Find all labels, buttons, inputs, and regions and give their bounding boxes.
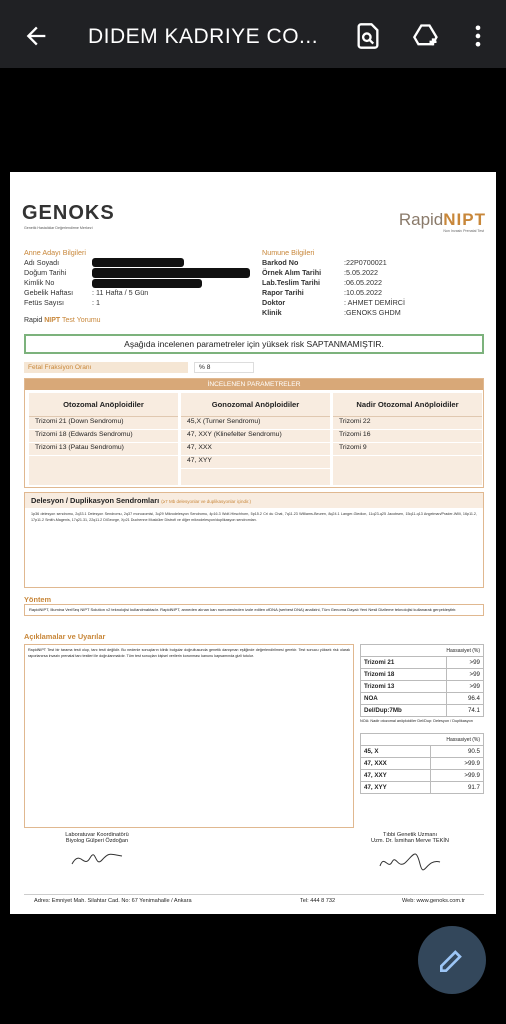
rapidnipt-subtitle: Non Invasiv Prenatal Test bbox=[443, 229, 484, 233]
fetal-fraction-value: % 8 bbox=[194, 362, 254, 373]
sample-field-value: :06.05.2022 bbox=[344, 278, 382, 287]
patient-field-label: Gebelik Haftası bbox=[24, 288, 74, 297]
sensitivity-name: 45, X bbox=[361, 746, 431, 758]
sensitivity-value: 96.4 bbox=[447, 693, 484, 705]
sample-field-label: Barkod No bbox=[262, 258, 299, 267]
sample-field bbox=[262, 288, 382, 297]
patient-field-label: Doğum Tarihi bbox=[24, 268, 67, 277]
search-document-icon[interactable] bbox=[354, 22, 382, 50]
sensitivity-value: 74.1 bbox=[447, 705, 484, 717]
redaction bbox=[92, 258, 184, 267]
method-text: RapidNIPT, Illumina VeriSeq NIPT Solution v2 teknolojisi kullanılmaktadır. RapidNIPT, anneden alınan kan numunesinden izole edilen cfDNA (serbest DNA) analizini, Tüm Genoma Dayalı Yeni Nesil Dizileme teknolojisi kullanarak gerçekleştirir. bbox=[24, 604, 484, 616]
logo-subtitle: Genetik Hastalıklar Değerlendirme Merkezi bbox=[24, 226, 93, 230]
method-section bbox=[24, 595, 484, 616]
parameter-column bbox=[333, 393, 482, 485]
footer-address: Adres: Emniyet Mah. Silahtar Cad. No: 67 Yenimahalle / Ankara bbox=[34, 898, 192, 904]
sensitivity-value: >99 bbox=[447, 669, 484, 681]
deletion-text: 1p36 delesyon sendromu, 2q33.1 Delesyon Sendromu, 2q37 monozomisi, 3q29 Mikrodelesyon Sendromu, 4p16.3 Wolf-Hirschhorn, 5p15.2 Cri du Chat, 7q11.23 Williams-Beuren, 8q24.1 Langer-Giedion, 11q23-q25 Jacobsen, 15q11-q13 Angelman/Prader-Willi, 16p11.2, 17p11.2 Smith-Magenis, 17q21.31, 22q11.2 DiGeorge, Xp21 Duchenne Musküler Distrofi ve diğer mikrodelesyon/duplikasyon sendromları. bbox=[31, 512, 477, 523]
parameter-item: 45,X (Turner Sendromu) bbox=[181, 417, 330, 430]
sample-field-value: :22P0700021 bbox=[344, 258, 387, 267]
method-header: Yöntem bbox=[24, 595, 52, 604]
sensitivity-name: Trizomi 21 bbox=[361, 657, 447, 669]
sensitivity-row bbox=[361, 705, 484, 717]
sensitivity-row bbox=[361, 669, 484, 681]
sensitivity-name: 47, XXX bbox=[361, 758, 431, 770]
add-to-drive-icon[interactable] bbox=[412, 22, 440, 50]
sample-field-label: Lab.Teslim Tarihi bbox=[262, 278, 321, 287]
sensitivity-name: Trizomi 13 bbox=[361, 681, 447, 693]
deletion-section bbox=[24, 492, 484, 588]
notes-header: Açıklamalar ve Uyarılar bbox=[24, 632, 106, 641]
parameter-item: 47, XYY bbox=[181, 456, 330, 469]
fetal-fraction-label: Fetal Fraksiyon Oranı bbox=[24, 362, 188, 373]
sample-field-value: :10.05.2022 bbox=[344, 288, 382, 297]
sample-field bbox=[262, 278, 382, 287]
sensitivity-table-2 bbox=[360, 733, 484, 794]
patient-field-label: Adı Soyadı bbox=[24, 258, 60, 267]
parameter-item: Trizomi 22 bbox=[333, 417, 482, 430]
sample-field bbox=[262, 308, 401, 317]
sensitivity-value: 91.7 bbox=[430, 782, 483, 794]
sensitivity-name: NOA bbox=[361, 693, 447, 705]
parameter-item: 47, XXY (Klinefelter Sendromu) bbox=[181, 430, 330, 443]
signature-left: Laboratuvar Koordinatörü Biyolog Gülperi Özdoğan bbox=[32, 832, 162, 876]
sample-field-label: Rapor Tarihi bbox=[262, 288, 304, 297]
redaction bbox=[92, 279, 202, 288]
sensitivity-name: 47, XYY bbox=[361, 782, 431, 794]
parameter-item: Trizomi 16 bbox=[333, 430, 482, 443]
sample-field-value: : AHMET DEMİRCİ bbox=[344, 298, 405, 307]
sensitivity-value: >99.9 bbox=[430, 770, 483, 782]
fetal-fraction bbox=[24, 362, 254, 373]
sensitivity-header: Hassasiyet (%) bbox=[361, 645, 484, 657]
back-arrow-icon[interactable] bbox=[22, 22, 50, 50]
more-options-icon[interactable] bbox=[464, 22, 492, 50]
app-bar bbox=[0, 8, 506, 68]
sensitivity-name: 47, XXY bbox=[361, 770, 431, 782]
parameters-header: İNCELENEN PARAMETRELER bbox=[25, 379, 483, 390]
sensitivity-name: Del/Dup:7Mb bbox=[361, 705, 447, 717]
parameter-item: Trizomi 18 (Edwards Sendromu) bbox=[29, 430, 178, 443]
sensitivity-value: >99 bbox=[447, 657, 484, 669]
patient-field-label: Fetüs Sayısı bbox=[24, 298, 64, 307]
edit-fab[interactable] bbox=[418, 926, 486, 994]
sensitivity-note: NOA: Nadir otozomal anöploidiler Del/Dup: Delesyon / Duplikasyon bbox=[360, 719, 473, 723]
parameter-column-title: Nadir Otozomal Anöploidiler bbox=[333, 393, 482, 417]
rapidnipt-logo: RapidNIPT bbox=[398, 210, 486, 229]
patient-info-header: Anne Adayı Bilgileri bbox=[24, 248, 86, 257]
sensitivity-name: Trizomi 18 bbox=[361, 669, 447, 681]
signature-icon bbox=[67, 844, 127, 874]
sensitivity-row bbox=[361, 782, 484, 794]
pencil-icon bbox=[436, 944, 468, 976]
footer-website: Web: www.genoks.com.tr bbox=[402, 898, 466, 904]
sensitivity-row bbox=[361, 693, 484, 705]
genoks-logo: GENOKS bbox=[22, 202, 115, 224]
parameter-column bbox=[181, 393, 330, 485]
footer-phone: Tel: 444 8 732 bbox=[300, 898, 336, 904]
notes-text: RapidNIPT Test bir tarama testi olup, tanı testi değildir. Bu nedenle sonuçların klinik bulgular doğrultusunda genetik danışman eşliğinde değerlendirilmesi gerekir. Test sonucu yüksek risk olarak raporlanırsa invaziv prenatal tanı testleri ile doğrulanmalıdır. Tüm test sonuçları kişisel verilerin korunması kanunu kapsamında gizli tutulur. bbox=[24, 644, 354, 828]
sample-info-header: Numune Bilgileri bbox=[262, 248, 315, 257]
sample-field-value: :GENOKS GHDM bbox=[344, 308, 401, 317]
sample-field-label: Klinik bbox=[262, 308, 282, 317]
sample-field bbox=[262, 258, 387, 267]
sample-field-label: Doktor bbox=[262, 298, 286, 307]
sensitivity-header-2: Hassasiyet (%) bbox=[361, 734, 484, 746]
sensitivity-value: 90.5 bbox=[430, 746, 483, 758]
result-box: Aşağıda incelenen parametreler için yüksek risk SAPTANMAMIŞTIR. bbox=[24, 334, 484, 354]
patient-field bbox=[24, 298, 100, 307]
sensitivity-row bbox=[361, 758, 484, 770]
sample-field-label: Örnek Alım Tarihi bbox=[262, 268, 322, 277]
sensitivity-table-1 bbox=[360, 644, 484, 717]
patient-field-value: : 1 bbox=[92, 298, 100, 307]
patient-field bbox=[24, 258, 92, 267]
sensitivity-row bbox=[361, 681, 484, 693]
parameter-column-title: Gonozomal Anöploidiler bbox=[181, 393, 330, 417]
sensitivity-value: >99 bbox=[447, 681, 484, 693]
document-page[interactable] bbox=[10, 172, 496, 914]
redaction bbox=[92, 268, 250, 278]
sensitivity-row bbox=[361, 770, 484, 782]
deletion-header: Delesyon / Duplikasyon Sendromları (≥7 Mb delesyonlar ve duplikasyonlar içindir.) bbox=[25, 493, 483, 508]
parameter-item: 47, XXX bbox=[181, 443, 330, 456]
parameter-item: Trizomi 21 (Down Sendromu) bbox=[29, 417, 178, 430]
signature-icon bbox=[375, 844, 445, 874]
sensitivity-value: >99.9 bbox=[430, 758, 483, 770]
sample-field bbox=[262, 268, 378, 277]
sample-field bbox=[262, 298, 405, 307]
patient-field bbox=[24, 268, 92, 277]
sensitivity-row bbox=[361, 657, 484, 669]
parameter-column bbox=[29, 393, 178, 485]
status-bar bbox=[0, 0, 506, 8]
patient-field-value: : 11 Hafta / 5 Gün bbox=[92, 288, 149, 297]
parameters-table bbox=[24, 378, 484, 488]
patient-field bbox=[24, 278, 92, 287]
patient-field-label: Kimlik No bbox=[24, 278, 55, 287]
patient-field bbox=[24, 288, 148, 297]
document-title: DIDEM KADRIYE CO... bbox=[88, 25, 319, 48]
parameter-item: Trizomi 9 bbox=[333, 443, 482, 456]
signature-right: Tıbbi Genetik Uzmanı Uzm. Dr. İsmihan Merve TEKİN bbox=[340, 832, 480, 876]
footer bbox=[24, 894, 484, 904]
sensitivity-row bbox=[361, 746, 484, 758]
sample-field-value: :5.05.2022 bbox=[344, 268, 378, 277]
parameter-item: Trizomi 13 (Patau Sendromu) bbox=[29, 443, 178, 456]
sensitivity-tables bbox=[360, 644, 484, 794]
parameter-column-title: Otozomal Anöploidiler bbox=[29, 393, 178, 417]
test-comment-title: Rapid NIPT Test Yorumu bbox=[24, 317, 101, 324]
